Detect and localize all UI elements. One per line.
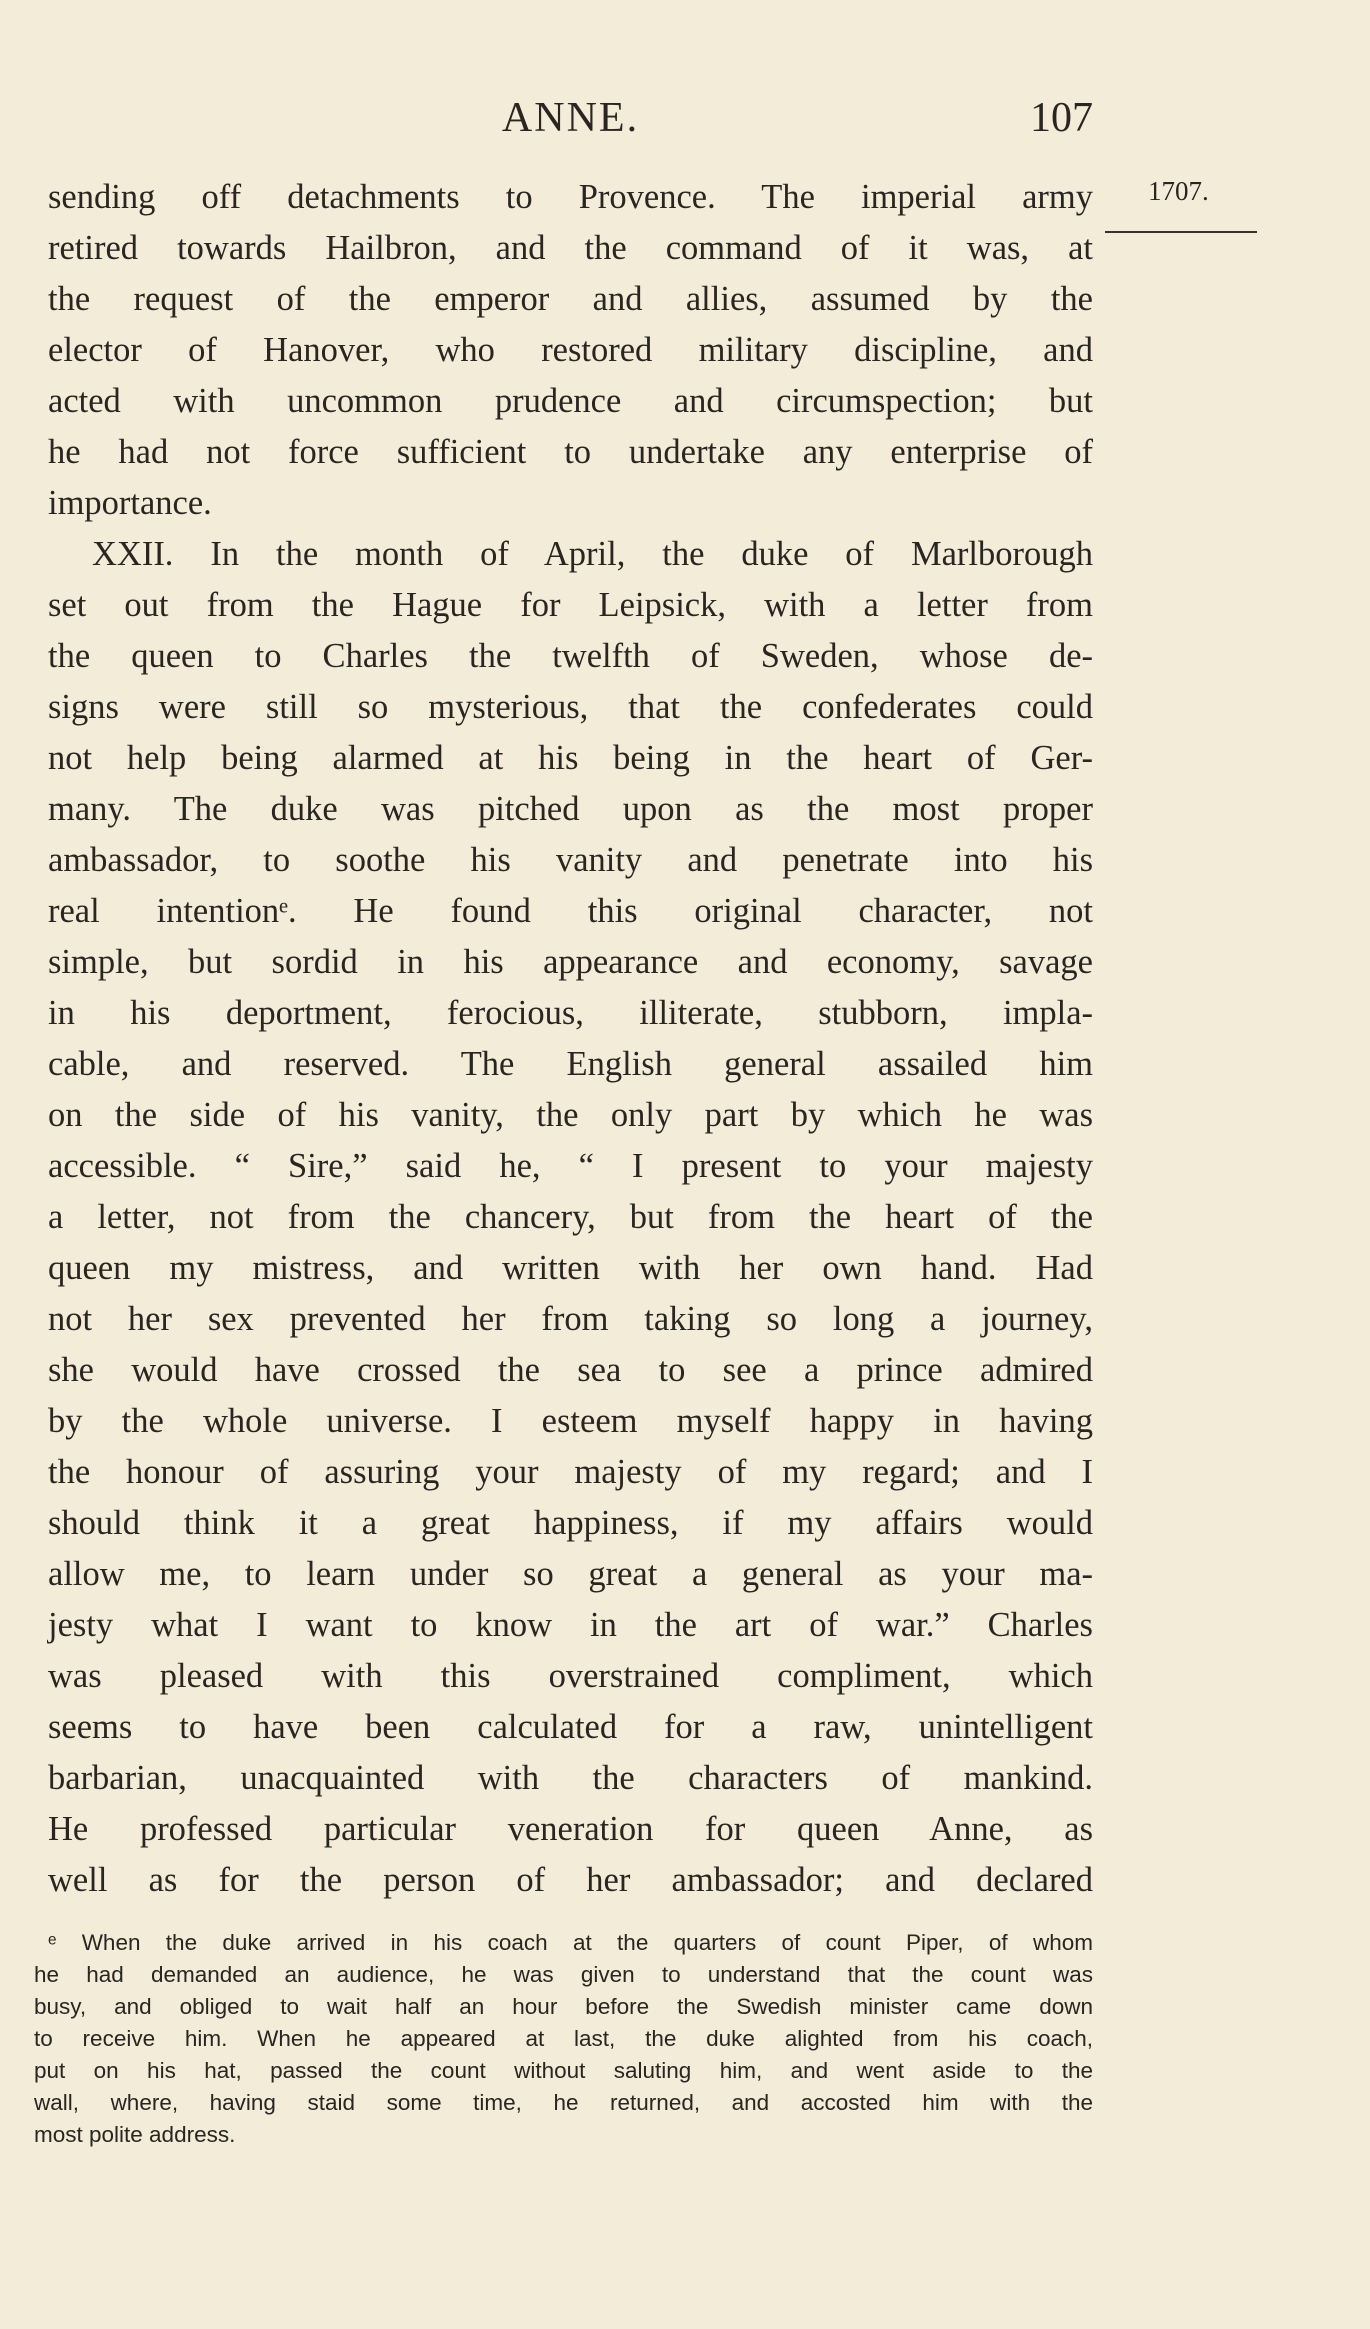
footnote-line: to receive him. When he appeared at last, the duke alighted from his coach, (34, 2026, 1093, 2051)
footnote-line: wall, where, having staid some time, he returned, and accosted him with the (34, 2090, 1093, 2115)
text-line: she would have crossed the sea to see a prince admired (48, 1351, 1093, 1389)
text-line: queen my mistress, and written with her own hand. Had (48, 1249, 1093, 1287)
text-line: should think it a great happiness, if my affairs would (48, 1504, 1093, 1542)
margin-year-note: 1707. (1148, 176, 1209, 206)
text-line: XXII. In the month of April, the duke of Marlborough (92, 535, 1093, 573)
text-line: in his deportment, ferocious, illiterate, stubborn, impla- (48, 994, 1093, 1032)
text-line: acted with uncommon prudence and circumspection; but (48, 382, 1093, 420)
text-line: set out from the Hague for Leipsick, with a letter from (48, 586, 1093, 624)
running-title: ANNE. (501, 95, 640, 141)
text-line: by the whole universe. I esteem myself happy in having (48, 1402, 1093, 1440)
page-number: 107 (1030, 95, 1093, 141)
text-line: not help being alarmed at his being in the heart of Ger- (48, 739, 1093, 777)
text-line: a letter, not from the chancery, but from the heart of the (48, 1198, 1093, 1236)
text-line: He professed particular veneration for queen Anne, as (48, 1810, 1093, 1848)
margin-rule (1105, 231, 1257, 233)
text-line: elector of Hanover, who restored military discipline, and (48, 331, 1093, 369)
text-line: jesty what I want to know in the art of war.” Charles (48, 1606, 1093, 1644)
footnote-line: most polite address. (34, 2122, 236, 2147)
footnote-line: ᵉ When the duke arrived in his coach at the quarters of count Piper, of whom (48, 1930, 1093, 1955)
footnote-line: put on his hat, passed the count without saluting him, and went aside to the (34, 2058, 1093, 2083)
text-line: barbarian, unacquainted with the characters of mankind. (48, 1759, 1093, 1797)
running-head (48, 88, 1093, 148)
text-line: was pleased with this overstrained compliment, which (48, 1657, 1093, 1695)
text-line: seems to have been calculated for a raw, unintelligent (48, 1708, 1093, 1746)
text-line: the request of the emperor and allies, assumed by the (48, 280, 1093, 318)
footnote-line: busy, and obliged to wait half an hour before the Swedish minister came down (34, 1994, 1093, 2019)
body-text (48, 172, 1093, 1906)
text-line: the honour of assuring your majesty of my regard; and I (48, 1453, 1093, 1491)
text-line: retired towards Hailbron, and the command of it was, at (48, 229, 1093, 267)
text-line: signs were still so mysterious, that the confederates could (48, 688, 1093, 726)
text-line: ambassador, to soothe his vanity and penetrate into his (48, 841, 1093, 879)
text-line: well as for the person of her ambassador; and declared (48, 1861, 1093, 1899)
text-line: the queen to Charles the twelfth of Sweden, whose de- (48, 637, 1093, 675)
footnote (34, 1927, 1093, 2151)
text-line: allow me, to learn under so great a general as your ma- (48, 1555, 1093, 1593)
text-line: many. The duke was pitched upon as the most proper (48, 790, 1093, 828)
text-line: he had not force sufficient to undertake any enterprise of (48, 433, 1093, 471)
text-line: sending off detachments to Provence. The imperial army (48, 178, 1093, 216)
text-line: not her sex prevented her from taking so long a journey, (48, 1300, 1093, 1338)
text-line: simple, but sordid in his appearance and economy, savage (48, 943, 1093, 981)
text-line: accessible. “ Sire,” said he, “ I present to your majesty (48, 1147, 1093, 1185)
footnote-line: he had demanded an audience, he was given to understand that the count was (34, 1962, 1093, 1987)
text-line: on the side of his vanity, the only part by which he was (48, 1096, 1093, 1134)
text-line: real intentionᵉ. He found this original character, not (48, 892, 1093, 930)
text-line: cable, and reserved. The English general assailed him (48, 1045, 1093, 1083)
text-line: importance. (48, 484, 212, 522)
